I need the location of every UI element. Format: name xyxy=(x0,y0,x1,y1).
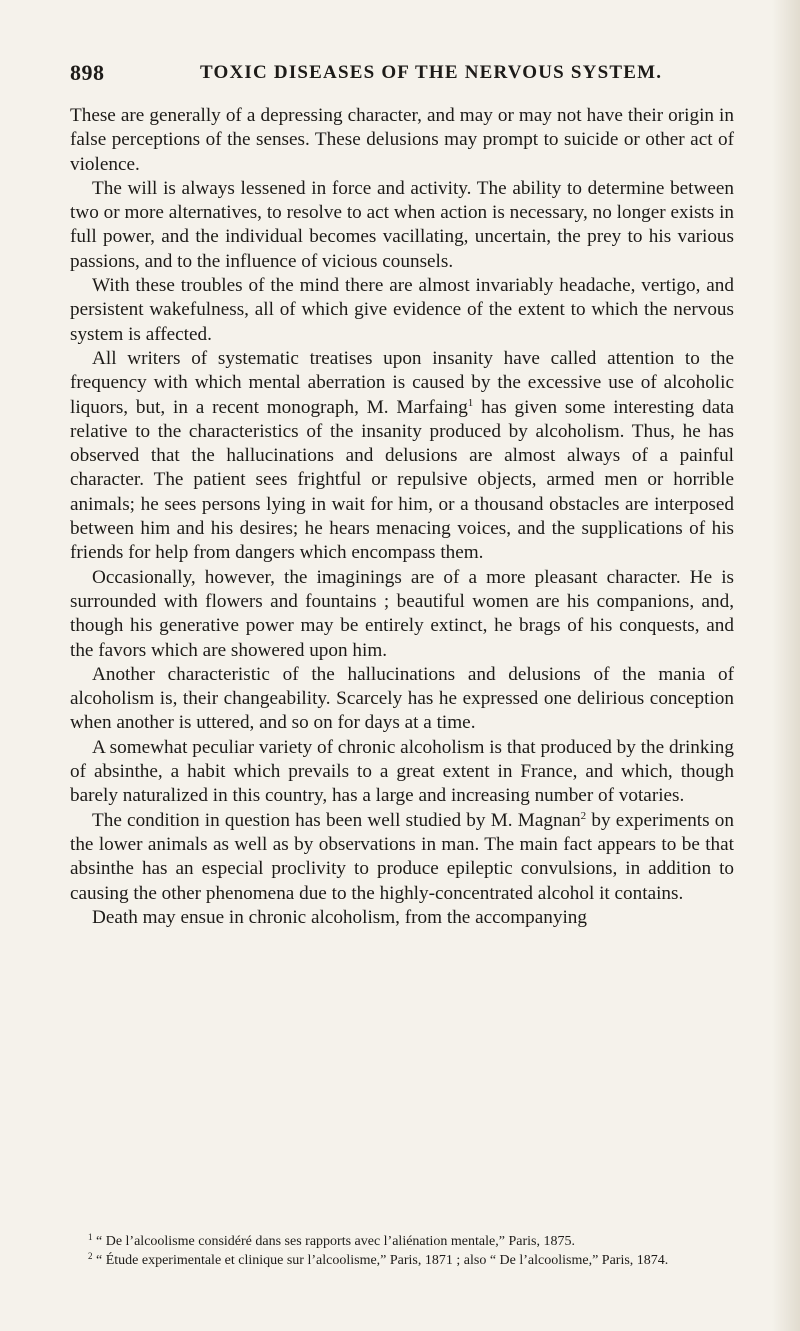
paragraph-magnan xyxy=(70,809,734,906)
body-text xyxy=(70,104,734,930)
footnote xyxy=(70,1232,734,1251)
page-edge-shadow xyxy=(772,0,800,1331)
page-header xyxy=(70,60,735,90)
footnote-ref: 2 xyxy=(580,809,587,822)
paragraph: Death may ensue in chronic alcoholism, from the accompanying xyxy=(92,906,587,928)
footnote-ref: 1 xyxy=(467,396,474,409)
paragraph-text: by experiments on the lower animals as well as by observations in man. The main fact appears to be that absinthe has an especial proclivity to produce epileptic convulsions, in addition to causing the other phenomena due to the highly-concentrated alcohol it contains. xyxy=(70,809,734,904)
running-title: TOXIC DISEASES OF THE NERVOUS SYSTEM. xyxy=(200,62,663,83)
footnote-text: “ Étude experimentale et clinique sur l’alcoolisme,” Paris, 1871 ; also “ De l’alcoolisme,” Paris, 1874. xyxy=(92,1253,669,1268)
paragraph: Occasionally, however, the imaginings are of a more pleasant character. He is surrounded with flowers and fountains ; beautiful women are his companions, and, though his generative power may be entirely extinct, he brags of his conquests, and the favors which are showered upon him. xyxy=(70,566,734,661)
footnotes xyxy=(70,1232,734,1270)
paragraph-text: All writers of systematic treatises upon insanity have called attention to the frequency with which mental aberration is caused by the excessive use of alcoholic liquors, but, in a recent monograph, M. Marfaing xyxy=(70,347,734,418)
paragraph: With these troubles of the mind there are almost invariably headache, vertigo, and persistent wakefulness, all of which give evidence of the extent to which the nervous system is affected. xyxy=(70,275,734,345)
footnote-text: “ De l’alcoolisme considéré dans ses rapports avec l’aliénation mentale,” Paris, 1875. xyxy=(92,1234,575,1249)
page-number: 898 xyxy=(70,60,105,85)
paragraph-text: has given some interesting data relative to the characteristics of the insanity produced by alcoholism. Thus, he has observed that the hallucinations and delusions are almost always of a painful character. The patient sees frightful or repulsive objects, armed men or horrible animals; he sees persons lying in wait for him, or a thousand obstacles are interposed between him and his desires; he hears menacing voices, and the supplications of his friends for help from dangers which encompass them. xyxy=(70,396,734,564)
paragraph-text: The condition in question has been well studied by M. Magnan xyxy=(92,809,581,831)
paragraph-marfaing xyxy=(70,347,734,566)
paragraph: A somewhat peculiar variety of chronic alcoholism is that produced by the drinking of absinthe, a habit which prevails to a great extent in France, and which, though barely naturalized in this country, has a large and increasing number of votaries. xyxy=(70,736,734,807)
footnote-number: 1 xyxy=(88,1232,93,1242)
footnote-number: 2 xyxy=(88,1251,93,1261)
paragraph: The will is always lessened in force and activity. The ability to determine between two or more alternatives, to resolve to act when action is necessary, no longer exists in full power, and the individual becomes vacillating, uncertain, the prey to his various passions, and to the influence of vicious counsels. xyxy=(70,177,734,272)
footnote xyxy=(70,1251,734,1270)
paragraph: Another characteristic of the hallucinations and delusions of the mania of alcoholism is, their changeability. Scarcely has he expressed one delirious conception when another is uttered, and so on for days at a time. xyxy=(70,663,734,734)
paragraph: These are generally of a depressing character, and may or may not have their origin in false perceptions of the senses. These delusions may prompt to suicide or other act of violence. xyxy=(70,105,734,175)
